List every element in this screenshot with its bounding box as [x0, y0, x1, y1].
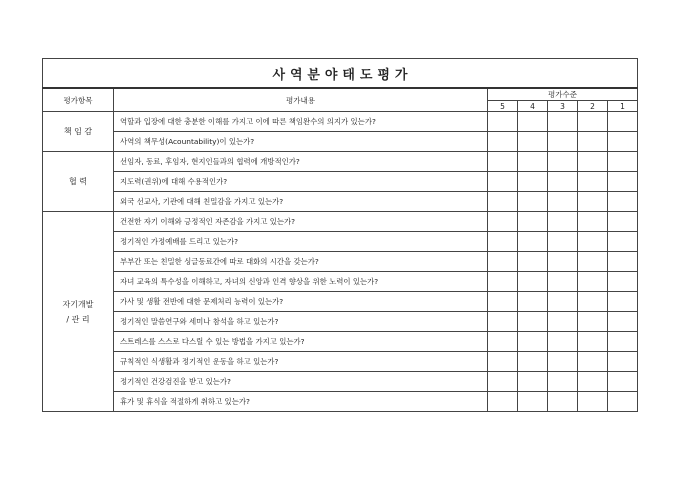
table-row: [43, 312, 638, 332]
evaluation-item: 가사 및 생활 전반에 대한 문제처리 능력이 있는가?: [114, 292, 488, 312]
score-cell[interactable]: [548, 212, 578, 232]
score-cell[interactable]: [548, 332, 578, 352]
score-cell[interactable]: [518, 192, 548, 212]
form-title: 사 역 분 야 태 도 평 가: [43, 59, 638, 89]
score-cell[interactable]: [578, 232, 608, 252]
evaluation-item: 정기적인 말씀연구와 세미나 참석을 하고 있는가?: [114, 312, 488, 332]
table-row: [43, 132, 638, 152]
score-cell[interactable]: [548, 312, 578, 332]
content-header: 평가내용: [114, 88, 488, 112]
evaluation-item: 사역의 책무성(Acountability)이 있는가?: [114, 132, 488, 152]
score-cell[interactable]: [488, 332, 518, 352]
score-cell[interactable]: [488, 172, 518, 192]
score-cell[interactable]: [488, 392, 518, 412]
table-row: [43, 152, 638, 172]
score-cell[interactable]: [578, 152, 608, 172]
score-cell[interactable]: [518, 152, 548, 172]
score-cell[interactable]: [578, 212, 608, 232]
score-cell[interactable]: [518, 232, 548, 252]
evaluation-item: 규칙적인 식생활과 정기적인 운동을 하고 있는가?: [114, 352, 488, 372]
score-cell[interactable]: [578, 192, 608, 212]
score-cell[interactable]: [488, 132, 518, 152]
table-row: [43, 212, 638, 232]
score-cell[interactable]: [578, 312, 608, 332]
score-cell[interactable]: [488, 232, 518, 252]
score-cell[interactable]: [548, 232, 578, 252]
score-cell[interactable]: [578, 352, 608, 372]
score-cell[interactable]: [548, 372, 578, 392]
evaluation-item: 휴가 및 휴식을 적절하게 취하고 있는가?: [114, 392, 488, 412]
table-row: [43, 252, 638, 272]
evaluation-item: 외국 선교사, 기관에 대해 친밀감을 가지고 있는가?: [114, 192, 488, 212]
score-cell[interactable]: [578, 272, 608, 292]
score-cell[interactable]: [488, 152, 518, 172]
score-cell[interactable]: [578, 392, 608, 412]
score-cell[interactable]: [488, 352, 518, 372]
score-cell[interactable]: [608, 272, 638, 292]
score-cell[interactable]: [578, 332, 608, 352]
score-cell[interactable]: [488, 192, 518, 212]
evaluation-form: [42, 58, 637, 412]
score-cell[interactable]: [578, 112, 608, 132]
score-cell[interactable]: [518, 312, 548, 332]
score-cell[interactable]: [518, 352, 548, 372]
table-row: [43, 192, 638, 212]
score-cell[interactable]: [548, 152, 578, 172]
evaluation-item: 자녀 교육의 특수성을 이해하고, 자녀의 신앙과 인격 향상을 위한 노력이 있는가?: [114, 272, 488, 292]
score-cell[interactable]: [518, 252, 548, 272]
score-cell[interactable]: [548, 252, 578, 272]
score-cell[interactable]: [608, 172, 638, 192]
score-cell[interactable]: [608, 292, 638, 312]
score-cell[interactable]: [488, 252, 518, 272]
score-cell[interactable]: [608, 152, 638, 172]
category-cell: 협 력: [43, 152, 114, 212]
table-row: [43, 172, 638, 192]
score-cell[interactable]: [548, 112, 578, 132]
score-cell[interactable]: [548, 192, 578, 212]
score-cell[interactable]: [578, 132, 608, 152]
evaluation-item: 부부간 또는 친밀한 싱글동료간에 따로 대화의 시간을 갖는가?: [114, 252, 488, 272]
score-cell[interactable]: [548, 132, 578, 152]
table-row: [43, 372, 638, 392]
score-cell[interactable]: [518, 112, 548, 132]
score-cell[interactable]: [518, 292, 548, 312]
score-cell[interactable]: [488, 292, 518, 312]
score-cell[interactable]: [518, 372, 548, 392]
score-5-header: 5: [488, 101, 518, 112]
score-cell[interactable]: [608, 392, 638, 412]
table-row: [43, 332, 638, 352]
score-cell[interactable]: [518, 392, 548, 412]
score-cell[interactable]: [578, 252, 608, 272]
score-cell[interactable]: [608, 252, 638, 272]
score-cell[interactable]: [608, 112, 638, 132]
evaluation-item: 건전한 자기 이해와 긍정적인 자존감을 가지고 있는가?: [114, 212, 488, 232]
evaluation-item: 스트레스를 스스로 다스릴 수 있는 방법을 가지고 있는가?: [114, 332, 488, 352]
category-cell: 책 임 감: [43, 112, 114, 152]
score-cell[interactable]: [518, 212, 548, 232]
table-row: [43, 352, 638, 372]
score-cell[interactable]: [488, 372, 518, 392]
table-row: [43, 392, 638, 412]
score-4-header: 4: [518, 101, 548, 112]
score-cell[interactable]: [608, 132, 638, 152]
score-cell[interactable]: [518, 132, 548, 152]
score-cell[interactable]: [578, 292, 608, 312]
score-cell[interactable]: [488, 112, 518, 132]
score-cell[interactable]: [608, 212, 638, 232]
score-cell[interactable]: [578, 172, 608, 192]
score-3-header: 3: [548, 101, 578, 112]
score-cell[interactable]: [578, 372, 608, 392]
table-row: [43, 272, 638, 292]
score-1-header: 1: [608, 101, 638, 112]
score-cell[interactable]: [608, 352, 638, 372]
score-cell[interactable]: [608, 232, 638, 252]
table-row: [43, 292, 638, 312]
evaluation-item: 역할과 입장에 대한 충분한 이해를 가지고 이에 따른 책임완수의 의지가 있는가?: [114, 112, 488, 132]
score-cell[interactable]: [548, 392, 578, 412]
score-2-header: 2: [578, 101, 608, 112]
score-cell[interactable]: [518, 332, 548, 352]
score-cell[interactable]: [548, 292, 578, 312]
score-cell[interactable]: [608, 332, 638, 352]
score-cell[interactable]: [548, 272, 578, 292]
evaluation-item: 지도력(권위)에 대해 수용적인가?: [114, 172, 488, 192]
score-cell[interactable]: [488, 312, 518, 332]
table-row: [43, 112, 638, 132]
score-cell[interactable]: [608, 312, 638, 332]
score-cell[interactable]: [608, 372, 638, 392]
level-header: 평가수준: [488, 88, 638, 101]
score-cell[interactable]: [608, 192, 638, 212]
evaluation-item: 선임자, 동료, 후임자, 현지인들과의 협력에 개방적인가?: [114, 152, 488, 172]
score-cell[interactable]: [518, 172, 548, 192]
evaluation-item: 정기적인 가정예배를 드리고 있는가?: [114, 232, 488, 252]
category-cell: 자기개발 / 관 리: [43, 212, 114, 412]
evaluation-table: [42, 58, 638, 412]
score-cell[interactable]: [488, 272, 518, 292]
category-header: 평가항목: [43, 88, 114, 112]
table-row: [43, 232, 638, 252]
evaluation-rows: [43, 112, 638, 412]
evaluation-item: 정기적인 건강검진을 받고 있는가?: [114, 372, 488, 392]
score-cell[interactable]: [518, 272, 548, 292]
score-cell[interactable]: [548, 352, 578, 372]
score-cell[interactable]: [548, 172, 578, 192]
score-cell[interactable]: [488, 212, 518, 232]
